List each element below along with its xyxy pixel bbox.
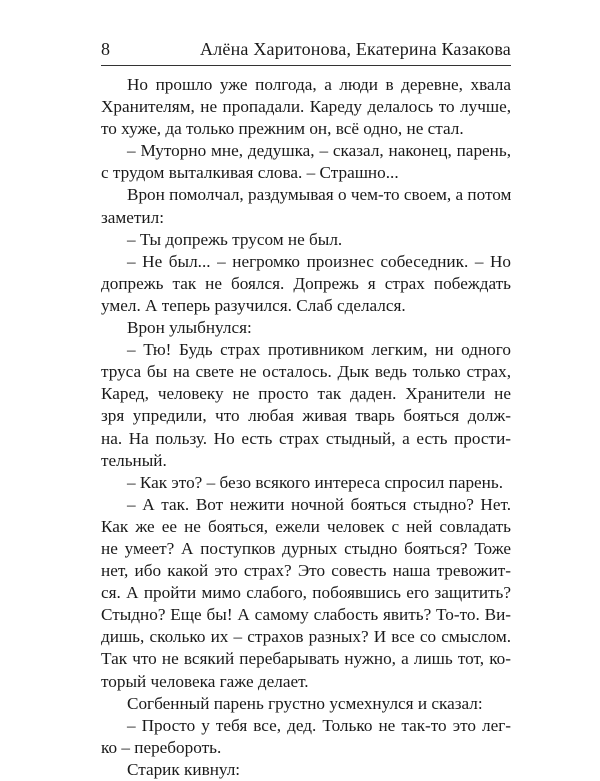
text-line: – Не был... – негромко произнес собеседник. – Но [127, 251, 511, 271]
text-line: Так что не всякий перебарывать нужно, а лишь тот, ко- [101, 649, 511, 669]
text-line: заметил: [101, 207, 164, 227]
text-line: Врон улыбнулся: [127, 318, 252, 338]
running-head: Алёна Харитонова, Екатерина Казакова [200, 39, 511, 59]
text-line: на. На пользу. Но есть страх стыдный, а есть прости- [101, 428, 511, 448]
text-line: Врон помолчал, раздумывая о чем-то своем, а потом [127, 185, 512, 205]
text-line: – Просто у тебя все, дед. Только не так-то это лег- [127, 715, 511, 735]
text-line: – Муторно мне, дедушка, – сказал, наконец, парень, [127, 141, 511, 161]
body-text [101, 74, 511, 781]
text-line: – Ты допрежь трусом не был. [127, 229, 343, 249]
text-line: Старик кивнул: [127, 759, 241, 779]
text-line: умел. А теперь разучился. Слаб сделался. [101, 295, 406, 315]
text-line: не умеет? А поступков дурных стыдно бояться? Тоже [101, 538, 511, 558]
header-rule [101, 65, 511, 66]
text-line: дишь, сколько их – страхов разных? И все со смыслом. [101, 627, 511, 647]
text-line: Каред, человеку не просто так даден. Хранители не [101, 384, 511, 404]
text-line: торый человека гаже делает. [101, 671, 309, 691]
text-line: Но прошло уже полгода, а люди в деревне, хвала [127, 75, 511, 94]
text-line: – Тю! Будь страх противником легким, ни одного [127, 340, 511, 360]
page-header [101, 38, 511, 60]
text-line: Как же ее не бояться, ежели человек с ней совладать [101, 516, 511, 536]
page-number: 8 [101, 39, 110, 59]
text-line: ко – перебороть. [101, 737, 222, 757]
text-line: Стыдно? Еще бы! А самому слабость явить? То-то. Ви- [101, 605, 511, 625]
text-line: – Как это? – безо всякого интереса спросил парень. [127, 472, 504, 492]
text-line: зря упредили, что любая живая тварь бояться долж- [101, 406, 511, 426]
text-line: Согбенный парень грустно усмехнулся и сказал: [127, 693, 483, 713]
text-line: допрежь так не боялся. Допрежь я страх побеждать [101, 273, 511, 293]
text-line: труса бы на свете не осталось. Дык ведь только страх, [101, 362, 511, 382]
text-line: то хуже, да только прежним он, всё одно, не стал. [101, 119, 464, 139]
text-line: Хранителям, не пропадали. Кареду делалось то лучше, [101, 97, 511, 117]
text-line: – А так. Вот нежити ночной бояться стыдно? Нет. [127, 494, 511, 514]
text-line: тельный. [101, 450, 167, 470]
text-line: с трудом выталкивая слова. – Страшно... [101, 163, 399, 183]
text-line: ся. А пройти мимо слабого, побоявшись его защитить? [101, 583, 511, 603]
text-line: нет, ибо какой это страх? Это совесть наша тревожит- [101, 561, 511, 581]
